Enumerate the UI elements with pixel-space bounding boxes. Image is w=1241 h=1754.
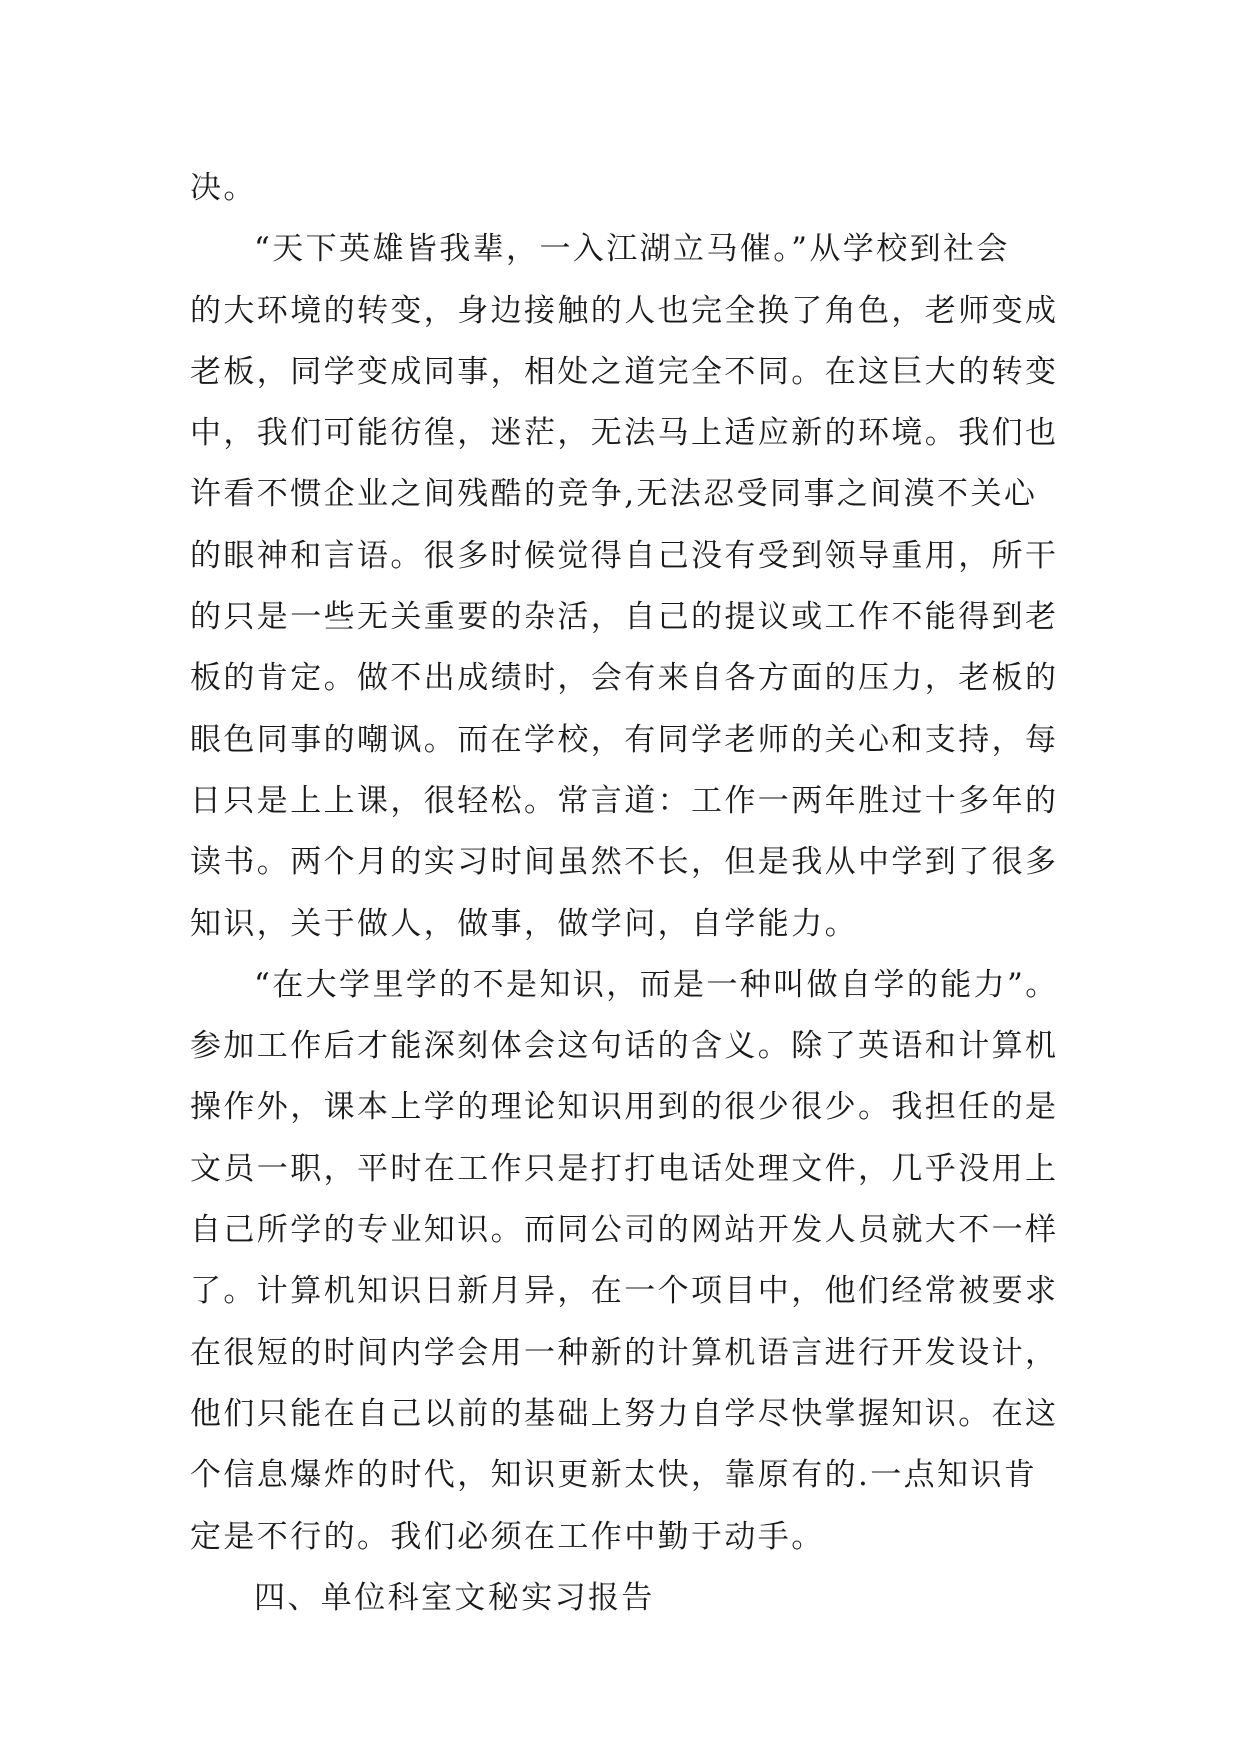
section-heading: 四、单位科室文秘实习报告 bbox=[254, 1579, 655, 1616]
text-line: 老板，同学变成同事，相处之道完全不同。在这巨大的转变 bbox=[190, 353, 1059, 390]
text-line: 个信息爆炸的时代，知识更新太快，靠原有的.一点知识肯 bbox=[190, 1457, 1038, 1494]
text-line: 的大环境的转变，身边接触的人也完全换了角色，老师变成 bbox=[190, 292, 1059, 329]
text-line: 他们只能在自己以前的基础上努力自学尽快掌握知识。在这 bbox=[190, 1395, 1059, 1432]
paragraph-start-line: “在大学里学的不是知识，而是一种叫做自学的能力”。 bbox=[254, 966, 1059, 1003]
text-line: 眼色同事的嘲讽。而在学校，有同学老师的关心和支持，每 bbox=[190, 721, 1059, 758]
text-line: 操作外，课本上学的理论知识用到的很少很少。我担任的是 bbox=[190, 1089, 1059, 1126]
text-line: 读书。两个月的实习时间虽然不长，但是我从中学到了很多 bbox=[190, 844, 1059, 881]
text-line: 日只是上上课，很轻松。常言道：工作一两年胜过十多年的 bbox=[190, 782, 1059, 819]
body-text bbox=[190, 158, 1070, 1629]
text-line: 文员一职，平时在工作只是打打电话处理文件，几乎没用上 bbox=[190, 1150, 1059, 1187]
text-line: 定是不行的。我们必须在工作中勤于动手。 bbox=[190, 1518, 825, 1555]
paragraph-start-line: “天下英雄皆我辈，一入江湖立马催。”从学校到社会 bbox=[254, 231, 1010, 268]
text-line: 决。 bbox=[190, 170, 257, 206]
text-line: 在很短的时间内学会用一种新的计算机语言进行开发设计， bbox=[190, 1334, 1059, 1371]
text-line: 中，我们可能彷徨，迷茫，无法马上适应新的环境。我们也 bbox=[190, 415, 1059, 452]
text-line: 的只是一些无关重要的杂活，自己的提议或工作不能得到老 bbox=[190, 599, 1059, 636]
text-line: 了。计算机知识日新月异，在一个项目中，他们经常被要求 bbox=[190, 1273, 1059, 1310]
text-line: 的眼神和言语。很多时候觉得自己没有受到领导重用，所干 bbox=[190, 537, 1059, 574]
text-line: 参加工作后才能深刻体会这句话的含义。除了英语和计算机 bbox=[190, 1028, 1059, 1065]
text-line: 许看不惯企业之间残酷的竞争,无法忍受同事之间漠不关心 bbox=[190, 476, 1038, 513]
text-line: 板的肯定。做不出成绩时，会有来自各方面的压力，老板的 bbox=[190, 660, 1059, 697]
text-line: 知识，关于做人，做事，做学问，自学能力。 bbox=[190, 905, 858, 942]
text-line: 自己所学的专业知识。而同公司的网站开发人员就大不一样 bbox=[190, 1212, 1059, 1249]
